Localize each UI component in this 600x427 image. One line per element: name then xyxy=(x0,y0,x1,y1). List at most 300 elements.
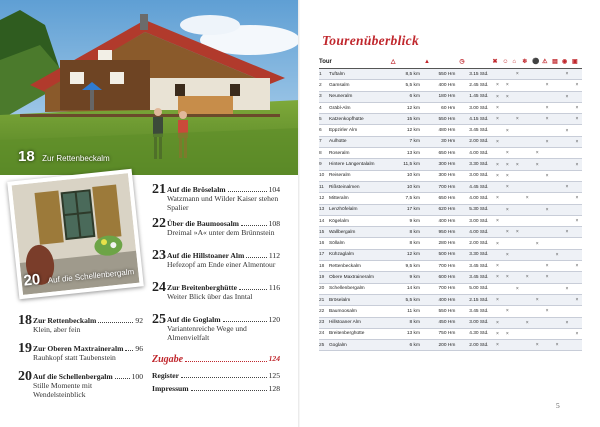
clock-icon: ◷ xyxy=(459,55,492,69)
feature-mark xyxy=(572,125,582,136)
tour-ascent: 950 Hm xyxy=(424,227,459,238)
toc-entry-number: 19 xyxy=(18,341,32,356)
index-entry-register[interactable] xyxy=(152,371,280,380)
feature-mark xyxy=(572,238,582,249)
toc-entry-page: 100 xyxy=(131,372,143,381)
tour-name: Gamsalm xyxy=(329,80,391,91)
tour-ascent: 480 Hm xyxy=(424,125,459,136)
feature-mark xyxy=(512,204,522,215)
feature-mark xyxy=(542,328,552,339)
tour-distance: 5,5 km xyxy=(391,80,424,91)
zugabe-heading[interactable] xyxy=(152,354,280,365)
feature-mark xyxy=(552,136,562,147)
feature-mark xyxy=(572,306,582,317)
feature-mark: × xyxy=(492,80,502,91)
tour-name: Kögelalm xyxy=(329,215,391,226)
index-entry-impressum[interactable] xyxy=(152,384,280,393)
feature-mark xyxy=(532,170,542,181)
feature-mark xyxy=(522,328,532,339)
feature-mark xyxy=(542,69,552,80)
feature-mark xyxy=(522,227,532,238)
toc-entry-page: 92 xyxy=(135,316,143,325)
feature-mark xyxy=(522,215,532,226)
tour-distance: 9,5 km xyxy=(391,261,424,272)
feature-mark xyxy=(542,91,552,102)
feature-mark: × xyxy=(502,204,512,215)
feature-mark xyxy=(532,272,542,283)
tour-distance: 11,5 km xyxy=(391,159,424,170)
feature-mark xyxy=(542,193,552,204)
tour-number: 9 xyxy=(319,159,329,170)
tour-ascent: 650 Hm xyxy=(424,148,459,159)
warning-icon: ⚠ xyxy=(542,55,552,69)
feature-mark: × xyxy=(532,238,542,249)
feature-mark xyxy=(562,193,572,204)
tour-duration: 4.00 Std. xyxy=(459,193,492,204)
table-row[interactable] xyxy=(319,272,582,283)
feature-mark: × xyxy=(492,215,502,226)
feature-mark: × xyxy=(492,238,502,249)
tour-ascent: 500 Hm xyxy=(424,249,459,260)
table-row[interactable] xyxy=(319,328,582,339)
tour-number: 7 xyxy=(319,136,329,147)
table-row[interactable] xyxy=(319,125,582,136)
feature-mark xyxy=(532,136,542,147)
feature-mark xyxy=(572,340,582,351)
feature-mark xyxy=(522,170,532,181)
toc-entry[interactable] xyxy=(152,216,280,251)
feature-mark xyxy=(522,238,532,249)
tour-duration: 3.15 Std. xyxy=(459,69,492,80)
tour-ascent: 620 Hm xyxy=(424,204,459,215)
table-row[interactable] xyxy=(319,249,582,260)
tour-ascent: 400 Hm xyxy=(424,80,459,91)
toc-entry-subtitle: Dreimal »A« unter dem Brünnstein xyxy=(167,228,275,237)
feature-mark xyxy=(552,328,562,339)
tour-number: 3 xyxy=(319,91,329,102)
feature-mark: × xyxy=(502,227,512,238)
feature-mark xyxy=(552,91,562,102)
table-row[interactable] xyxy=(319,102,582,113)
feature-mark xyxy=(522,306,532,317)
feature-mark xyxy=(512,317,522,328)
main-photo-caption xyxy=(18,148,110,166)
tour-ascent: 180 Hm xyxy=(424,91,459,102)
feature-mark: × xyxy=(532,294,542,305)
feature-mark xyxy=(532,80,542,91)
feature-mark: × xyxy=(562,125,572,136)
feature-mark: × xyxy=(532,340,542,351)
feature-mark xyxy=(532,249,542,260)
feature-mark xyxy=(502,283,512,294)
table-row[interactable] xyxy=(319,306,582,317)
tour-duration: 3.30 Std. xyxy=(459,249,492,260)
feature-mark xyxy=(532,204,542,215)
table-row[interactable] xyxy=(319,193,582,204)
tour-duration: 2.00 Std. xyxy=(459,136,492,147)
feature-mark: × xyxy=(522,317,532,328)
feature-mark xyxy=(492,181,502,192)
feature-mark xyxy=(562,136,572,147)
feature-mark: × xyxy=(492,159,502,170)
tour-duration: 4.45 Std. xyxy=(459,181,492,192)
feature-mark: × xyxy=(572,215,582,226)
feature-mark xyxy=(502,340,512,351)
feature-mark: × xyxy=(562,283,572,294)
tour-duration: 3.45 Std. xyxy=(459,125,492,136)
feature-mark xyxy=(572,170,582,181)
table-row[interactable] xyxy=(319,181,582,192)
feature-mark: × xyxy=(502,328,512,339)
feature-mark xyxy=(522,340,532,351)
feature-mark xyxy=(572,227,582,238)
tour-name: Rettenbeckalm xyxy=(329,261,391,272)
feature-mark: × xyxy=(572,193,582,204)
feature-mark xyxy=(552,125,562,136)
feature-mark xyxy=(542,283,552,294)
hiker-icon: △ xyxy=(391,55,424,69)
feature-mark xyxy=(512,294,522,305)
tour-duration: 2.00 Std. xyxy=(459,238,492,249)
feature-mark xyxy=(562,238,572,249)
table-row[interactable] xyxy=(319,148,582,159)
tour-distance: 11 km xyxy=(391,306,424,317)
table-row[interactable] xyxy=(319,317,582,328)
tour-name: Wallbergalm xyxy=(329,227,391,238)
toc-entry[interactable] xyxy=(152,248,280,283)
feature-mark: × xyxy=(512,159,522,170)
tour-duration: 4.00 Std. xyxy=(459,148,492,159)
feature-mark xyxy=(492,249,502,260)
feature-mark: × xyxy=(542,170,552,181)
feature-mark xyxy=(492,306,502,317)
toc-entry-title: Auf die Hillstoaner Alm xyxy=(167,251,245,260)
feature-mark xyxy=(512,261,522,272)
feature-mark xyxy=(552,114,562,125)
car-icon: ◉ xyxy=(562,55,572,69)
feature-mark: × xyxy=(562,181,572,192)
tour-distance: 6 km xyxy=(391,340,424,351)
feature-mark xyxy=(542,238,552,249)
feature-mark: × xyxy=(572,294,582,305)
feature-mark: × xyxy=(532,159,542,170)
feature-mark xyxy=(542,340,552,351)
feature-mark xyxy=(512,148,522,159)
feature-mark: × xyxy=(562,69,572,80)
index-page: 125 xyxy=(268,371,280,380)
feature-mark xyxy=(562,114,572,125)
tour-number: 10 xyxy=(319,170,329,181)
overview-title: Tourenüberblick xyxy=(322,33,420,48)
feature-mark xyxy=(512,91,522,102)
tour-overview-table xyxy=(319,55,582,351)
feature-mark xyxy=(562,294,572,305)
feature-mark xyxy=(552,238,562,249)
tour-distance: 6 km xyxy=(391,91,424,102)
feature-mark xyxy=(572,91,582,102)
feature-mark xyxy=(552,170,562,181)
feature-mark xyxy=(552,102,562,113)
tour-duration: 4.15 Std. xyxy=(459,114,492,125)
tour-number: 23 xyxy=(319,317,329,328)
feature-mark: × xyxy=(512,227,522,238)
toc-entry[interactable] xyxy=(152,312,280,347)
tour-number: 2 xyxy=(319,80,329,91)
index-page: 128 xyxy=(268,384,280,393)
feature-mark xyxy=(552,306,562,317)
feature-mark xyxy=(512,193,522,204)
tour-ascent: 400 Hm xyxy=(424,294,459,305)
tour-ascent: 450 Hm xyxy=(424,317,459,328)
tour-name: Lenzhöfelalm xyxy=(329,204,391,215)
tour-name: Bröselalm xyxy=(329,294,391,305)
feature-mark: × xyxy=(502,80,512,91)
feature-mark xyxy=(552,159,562,170)
tour-ascent: 600 Hm xyxy=(424,272,459,283)
feature-mark: × xyxy=(542,102,552,113)
zugabe-page: 124 xyxy=(268,354,280,363)
toc-entry[interactable] xyxy=(18,369,143,400)
tour-name: Kühzaglalm xyxy=(329,249,391,260)
table-row[interactable] xyxy=(319,159,582,170)
toc-entry[interactable] xyxy=(18,341,143,372)
toc-entry-title: Zur Breitenberghütte xyxy=(167,283,237,292)
tour-duration: 5.00 Std. xyxy=(459,283,492,294)
col-tour-header: Tour xyxy=(319,55,391,69)
table-row[interactable] xyxy=(319,204,582,215)
tour-number: 8 xyxy=(319,148,329,159)
feature-mark xyxy=(532,261,542,272)
feature-mark xyxy=(532,283,542,294)
tour-duration: 3.45 Std. xyxy=(459,261,492,272)
feature-mark: × xyxy=(572,159,582,170)
tour-ascent: 280 Hm xyxy=(424,238,459,249)
feature-mark xyxy=(502,317,512,328)
feature-mark xyxy=(522,294,532,305)
small-photo-window xyxy=(7,169,144,299)
table-row[interactable] xyxy=(319,294,582,305)
table-row[interactable] xyxy=(319,80,582,91)
feature-mark xyxy=(552,283,562,294)
feature-mark xyxy=(512,125,522,136)
feature-mark: × xyxy=(502,170,512,181)
feature-mark xyxy=(522,125,532,136)
cart-icon: ▤ xyxy=(552,55,562,69)
toc-entry-page: 120 xyxy=(268,315,280,324)
feature-mark xyxy=(512,80,522,91)
tour-ascent: 750 Hm xyxy=(424,328,459,339)
feature-mark: × xyxy=(492,340,502,351)
feature-mark xyxy=(562,215,572,226)
hut-icon: ⌂ xyxy=(512,55,522,69)
toc-entry-number: 24 xyxy=(152,280,166,295)
feature-mark: × xyxy=(492,114,502,125)
tour-number: 22 xyxy=(319,306,329,317)
feature-mark xyxy=(512,136,522,147)
feature-mark xyxy=(542,181,552,192)
feature-mark xyxy=(572,69,582,80)
feature-mark xyxy=(552,181,562,192)
toc-entry-number: 23 xyxy=(152,248,166,263)
table-row[interactable] xyxy=(319,170,582,181)
toc-entry-title: Zur Oberen Maxtraineralm xyxy=(33,344,124,353)
feature-mark xyxy=(572,204,582,215)
feature-mark xyxy=(512,181,522,192)
tour-ascent: 550 Hm xyxy=(424,69,459,80)
feature-mark: × xyxy=(492,136,502,147)
tour-number: 21 xyxy=(319,294,329,305)
feature-mark xyxy=(562,204,572,215)
table-row[interactable] xyxy=(319,238,582,249)
feature-mark xyxy=(522,114,532,125)
toc-entry-number: 18 xyxy=(18,313,32,328)
tour-distance: 8,5 km xyxy=(391,69,424,80)
zugabe-label: Zugabe xyxy=(152,354,184,365)
feature-mark xyxy=(522,159,532,170)
feature-mark: × xyxy=(512,114,522,125)
toc-entry-title: Zur Rettenbeckalm xyxy=(33,316,97,325)
feature-mark: × xyxy=(512,69,522,80)
tour-ascent: 700 Hm xyxy=(424,181,459,192)
tour-duration: 3.00 Std. xyxy=(459,317,492,328)
feature-mark xyxy=(562,159,572,170)
tour-number: 13 xyxy=(319,204,329,215)
tour-name: Baumoosalm xyxy=(329,306,391,317)
table-row[interactable] xyxy=(319,91,582,102)
water-icon: ⚫ xyxy=(532,55,542,69)
tour-name: Breitenberghütte xyxy=(329,328,391,339)
feature-mark xyxy=(532,102,542,113)
tour-duration: 2.45 Std. xyxy=(459,80,492,91)
tour-name: Roseralm xyxy=(329,148,391,159)
toc-entry[interactable] xyxy=(152,280,280,315)
tour-name: Mitteralm xyxy=(329,193,391,204)
tour-distance: 8 km xyxy=(391,238,424,249)
tour-number: 20 xyxy=(319,283,329,294)
feature-mark xyxy=(512,170,522,181)
feature-mark xyxy=(572,181,582,192)
table-row[interactable] xyxy=(319,227,582,238)
feature-mark: × xyxy=(492,102,502,113)
tour-ascent: 700 Hm xyxy=(424,283,459,294)
feature-mark xyxy=(502,69,512,80)
feature-mark xyxy=(522,204,532,215)
bus-icon: ▣ xyxy=(572,55,582,69)
tour-number: 6 xyxy=(319,125,329,136)
tour-name: Goglalm xyxy=(329,340,391,351)
toc-entry-page: 96 xyxy=(135,344,143,353)
toc-entry-subtitle: Rauhkopf statt Taubenstein xyxy=(33,353,116,362)
feature-mark xyxy=(532,181,542,192)
table-row[interactable] xyxy=(319,340,582,351)
tour-number: 4 xyxy=(319,102,329,113)
tour-name: Aulhütte xyxy=(329,136,391,147)
tour-duration: 3.00 Std. xyxy=(459,170,492,181)
tour-duration: 2.00 Std. xyxy=(459,340,492,351)
feature-mark xyxy=(562,261,572,272)
feature-mark xyxy=(522,249,532,260)
feature-mark xyxy=(522,91,532,102)
feature-mark xyxy=(562,306,572,317)
tour-distance: 15 km xyxy=(391,114,424,125)
feature-mark xyxy=(502,294,512,305)
table-body xyxy=(319,69,582,351)
feature-mark: × xyxy=(572,80,582,91)
tour-distance: 7,5 km xyxy=(391,193,424,204)
tour-duration: 4.00 Std. xyxy=(459,227,492,238)
feature-mark: × xyxy=(522,272,532,283)
toc-entry-subtitle: Hefezopf am Ende einer Almentour xyxy=(167,260,276,269)
feature-mark xyxy=(532,114,542,125)
feature-mark xyxy=(532,328,542,339)
tour-distance: 12 km xyxy=(391,249,424,260)
toc-entry[interactable] xyxy=(152,182,280,219)
feature-mark xyxy=(562,148,572,159)
feature-mark xyxy=(532,215,542,226)
tour-number: 1 xyxy=(319,69,329,80)
table-row[interactable] xyxy=(319,114,582,125)
toc-entry[interactable] xyxy=(18,313,143,344)
smiley-icon: ☺ xyxy=(502,55,512,69)
feature-mark: × xyxy=(502,91,512,102)
feature-mark xyxy=(522,261,532,272)
tour-number: 17 xyxy=(319,249,329,260)
tour-duration: 3.45 Std. xyxy=(459,272,492,283)
tour-number: 12 xyxy=(319,193,329,204)
table-row[interactable] xyxy=(319,215,582,226)
feature-mark xyxy=(552,193,562,204)
table-row[interactable] xyxy=(319,283,582,294)
feature-mark xyxy=(552,317,562,328)
toc-entry-subtitle: Variantenreiche Wege und Almenvielfalt xyxy=(167,324,247,342)
tour-name: Hintere Längentalalm xyxy=(329,159,391,170)
tour-distance: 5,5 km xyxy=(391,294,424,305)
toc-entry-page: 108 xyxy=(268,219,280,228)
photo-caption-number: 18 xyxy=(18,148,35,165)
feature-mark xyxy=(542,125,552,136)
index-label: Impressum xyxy=(152,384,189,393)
feature-mark xyxy=(572,249,582,260)
tour-number: 14 xyxy=(319,215,329,226)
feature-mark xyxy=(532,306,542,317)
feature-mark xyxy=(522,148,532,159)
photo-caption-number: 20 xyxy=(22,270,42,290)
feature-mark xyxy=(552,69,562,80)
feature-mark xyxy=(552,227,562,238)
feature-mark xyxy=(542,215,552,226)
tour-name: Gräbl-Alm xyxy=(329,102,391,113)
feature-mark xyxy=(532,193,542,204)
table-row[interactable] xyxy=(319,261,582,272)
feature-mark xyxy=(492,227,502,238)
tour-ascent: 200 Hm xyxy=(424,340,459,351)
tour-duration: 4.30 Std. xyxy=(459,328,492,339)
tour-name: Neuneralm xyxy=(329,91,391,102)
table-row[interactable] xyxy=(319,136,582,147)
tour-name: Reiseralm xyxy=(329,170,391,181)
feature-mark: × xyxy=(502,125,512,136)
tour-duration: 1.45 Std. xyxy=(459,91,492,102)
feature-mark: × xyxy=(502,181,512,192)
tour-ascent: 400 Hm xyxy=(424,215,459,226)
feature-mark: × xyxy=(542,80,552,91)
table-row[interactable] xyxy=(319,69,582,80)
feature-mark: × xyxy=(542,136,552,147)
feature-mark: × xyxy=(572,136,582,147)
feature-mark xyxy=(542,159,552,170)
feature-mark xyxy=(562,340,572,351)
photo-caption-name: Auf die Schellenbergalm xyxy=(47,267,135,286)
